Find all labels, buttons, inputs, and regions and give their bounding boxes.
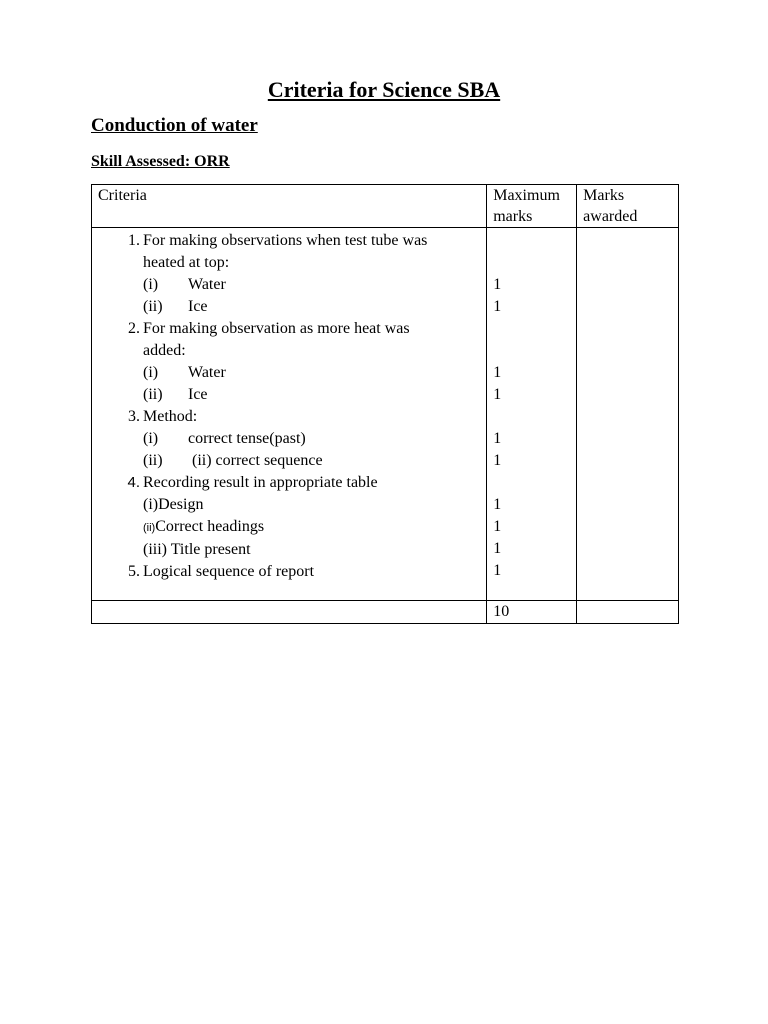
skill-assessed-heading: Skill Assessed: ORR [91, 153, 230, 170]
list-item: 3. Method: [128, 408, 198, 425]
sub-item: (ii) Ice [143, 386, 208, 403]
header-criteria: Criteria [92, 185, 487, 228]
table-row [92, 228, 679, 601]
mark-value: 1 [493, 540, 502, 557]
criteria-table [91, 184, 679, 624]
mark-value: 1 [493, 452, 502, 469]
maximum-marks-cell [487, 228, 577, 601]
mark-value: 1 [493, 386, 502, 403]
header-marks-awarded: Marks awarded [577, 185, 679, 228]
total-marks-awarded[interactable] [577, 601, 679, 624]
document-title: Criteria for Science SBA [267, 77, 501, 102]
marks-awarded-cell[interactable] [577, 228, 679, 601]
mark-value: 1 [493, 298, 502, 315]
mark-value: 1 [493, 364, 502, 381]
mark-value: 1 [493, 276, 502, 293]
sub-item: (i) correct tense(past) [143, 430, 306, 447]
list-item: 5. Logical sequence of report [128, 563, 315, 580]
list-item: 1. For making observations when test tube was [128, 232, 428, 249]
sub-item: (i)Design [143, 496, 204, 513]
total-maximum-marks: 10 [487, 601, 577, 624]
mark-value: 1 [493, 430, 502, 447]
document-subtitle: Conduction of water [91, 115, 258, 136]
criteria-list-cell: 1. For making observations when test tube was heated at top: (i) Water (ii) Ice 2. For making observation as more heat was added: (i) Water (ii) Ice 3. Method: (i) correct tense(past) (ii) (ii) correct sequence 4. Recording result in appropriate table (i)Design (ii)Correct headings (iii) Title present 5. Logical sequence of report [92, 228, 487, 601]
total-row [92, 601, 679, 624]
sub-item: (ii) (ii) correct sequence [143, 452, 323, 469]
list-item: 2. For making observation as more heat was [128, 320, 410, 337]
mark-value: 1 [493, 518, 502, 535]
total-label-cell [92, 601, 487, 624]
header-maximum-marks: Maximum marks [487, 185, 577, 228]
sub-item: (iii) Title present [143, 541, 251, 558]
table-header-row [92, 185, 679, 228]
sub-item: (i) Water [143, 364, 226, 381]
list-item: 4. Recording result in appropriate table [127, 474, 378, 491]
sub-item: (ii)Correct headings [143, 518, 265, 535]
sub-item: (i) Water [143, 276, 226, 293]
sub-item: (ii) Ice [143, 298, 208, 315]
mark-value: 1 [493, 496, 502, 513]
mark-value: 1 [493, 562, 502, 579]
